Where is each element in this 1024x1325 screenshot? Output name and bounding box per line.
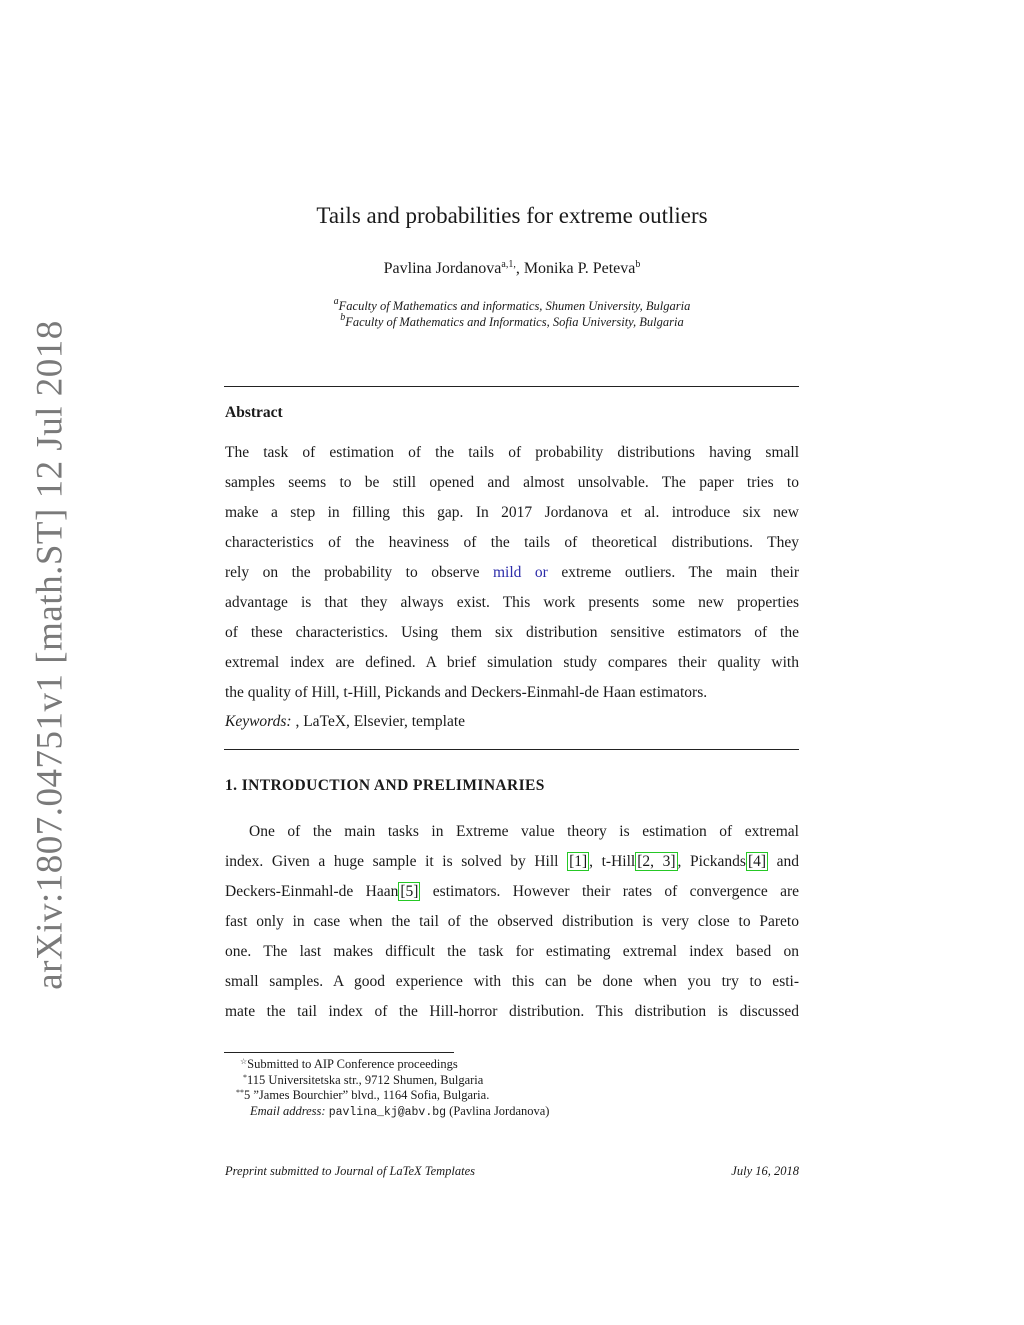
preprint-note: Preprint submitted to Journal of LaTeX Templates [225,1164,476,1178]
intro-line: Deckers-Einmahl-de Haan [5] estimators. However their rates of convergence are [225,883,800,900]
abstract-line: samples seems to be still opened and almost unsolvable. The paper tries to [225,474,799,491]
intro-line: index. Given a huge sample it is solved by Hill [1] , t-Hill [2, 3] , Pickands [4] and [225,853,800,870]
preprint-date: July 16, 2018 [731,1164,799,1178]
keywords: Keywords: , LaTeX, Elsevier, template [225,713,466,730]
citation-link[interactable]: [2, 3] [637,853,676,870]
latex-logo: LaTeX [303,713,347,730]
mild-or-link[interactable]: mild or [492,564,548,581]
footnote-2: *115 Universitetska str., 9712 Shumen, Bulgaria [243,1073,484,1087]
latex-logo: LaTeX [389,1164,422,1178]
intro-line: small samples. A good experience with this can be done when you try to esti- [225,973,799,990]
author-1-marks: a,1, [501,259,516,270]
abstract-line: the quality of Hill, t-Hill, Pickands and Deckers-Einmahl-de Haan estimators. [225,684,708,701]
author-2-marks: b [635,259,641,270]
abstract-body [225,438,799,708]
email-label: Email address: [250,1104,326,1118]
author-1: Pavlina Jordanova [383,260,502,277]
abstract-line: rely on the probability to observe mild or extreme outliers. The main their [225,564,800,581]
citation-link[interactable]: [4] [747,853,767,870]
abstract-line: characteristics of the heaviness of the tails of theoretical distributions. They [225,534,799,551]
intro-line: One of the main tasks in Extreme value theory is estimation of extremal [249,823,799,840]
arxiv-identifier: arXiv:1807.04751v1 [math.ST] 12 Jul 2018 [29,320,71,990]
footnote-email: Email address: pavlina_kj@abv.bg (Pavlina Jordanova) [250,1104,550,1119]
abstract-line: advantage is that they always exist. This work presents some new properties [225,594,799,611]
affiliation-a: $^a$Faculty of Mathematics and informatics, Shumen University, Bulgaria [333,296,691,313]
section-heading: 1. INTRODUCTION AND PRELIMINARIES [225,777,545,794]
arxiv-side-stamp [20,320,80,990]
intro-line: mate the tail index of the Hill-horror distribution. This distribution is discussed [225,1003,799,1020]
footnote-rule [224,1052,454,1053]
intro-line: fast only in case when the tail of the observed distribution is very close to Pareto [225,913,799,930]
citation-link[interactable]: [1] [569,853,588,870]
abstract-line: The task of estimation of the tails of probability distributions having small [225,444,799,461]
affiliation-b: $^b$Faculty of Mathematics and Informatics, Sofia University, Bulgaria [340,312,684,329]
email-link[interactable]: pavlina_kj@abv.bg [328,1106,447,1119]
abstract-heading: Abstract [225,404,283,421]
keywords-label: Keywords: [225,713,292,730]
intro-body [225,817,799,1027]
citation-link[interactable]: [5] [400,883,419,900]
footnote-3: **5 ”James Bourchier” blvd., 1164 Sofia, Bulgaria. [236,1088,490,1102]
author-line [0,259,1024,278]
abstract-line: of these characteristics. Using them six distribution sensitive estimators of the [225,624,799,641]
abstract-line: extremal index are defined. A brief simulation study compares their quality with [225,654,799,671]
intro-line: one. The last makes difficult the task for estimating extremal index based on [225,943,799,960]
paper-title: Tails and probabilities for extreme outliers [316,203,708,228]
abstract-line: make a step in filling this gap. In 2017 Jordanova et al. introduce six new [225,504,799,521]
abstract-bottom-rule [224,749,799,750]
abstract-top-rule [224,386,799,387]
author-2: , Monika P. Peteva [515,260,636,277]
footnote-1: ☆Submitted to AIP Conference proceedings [240,1057,458,1071]
